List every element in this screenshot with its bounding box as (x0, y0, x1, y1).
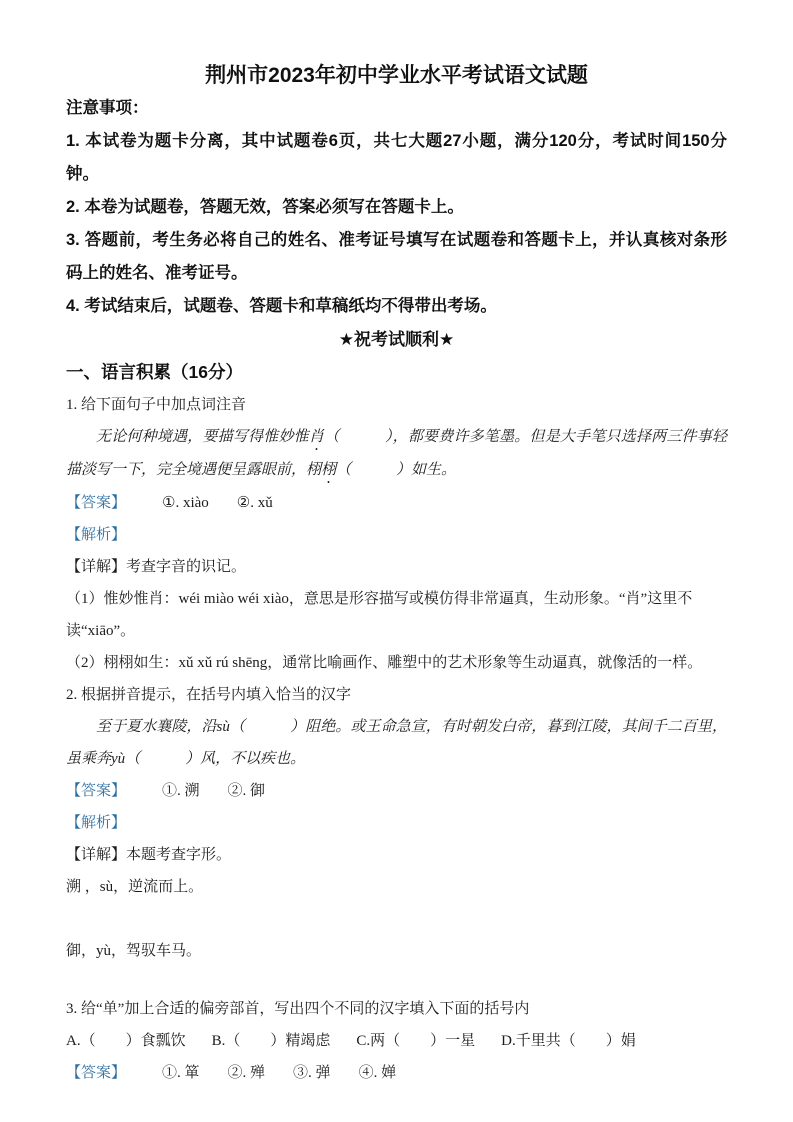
q2-detail-2: 御，yù，驾驭车马。 (66, 943, 202, 959)
q2-passage: 至于夏水襄陵，沿sù（ ）阻绝。或王命急宣，有时朝发白帝，暮到江陵，其间千二百里，虽乘奔yù（ ）风，不以疾也。 (66, 719, 727, 767)
q1-prompt: 1. 给下面句子中加点词注音 (66, 397, 247, 413)
q2-answer-label: 【答案】 (66, 783, 127, 799)
q2-answer-item-2: ②. 御 (227, 783, 266, 799)
q3-answer-line (66, 1057, 727, 1089)
question-3 (66, 993, 727, 1089)
q2-detail-intro-line (66, 839, 727, 871)
notice-item-4: 4. 考试结束后，试题卷、答题卡和草稿纸均不得带出考场。 (66, 297, 497, 315)
q3-answer-label: 【答案】 (66, 1065, 127, 1081)
notice-section (66, 92, 727, 323)
page-title: 荆州市2023年初中学业水平考试语文试题 (205, 64, 588, 87)
q1-detail-2: （2）栩栩如生：xǔ xǔ rú shēng，通常比喻画作、雕塑中的艺术形象等生动逼真，就像活的一样。 (66, 655, 703, 671)
notice-heading: 注意事项： (66, 99, 149, 117)
q1-detail-intro: 考查字音的识记。 (126, 559, 247, 575)
q1-answer-line (66, 487, 727, 519)
q3-answer-item-4: ④. 婵 (358, 1065, 397, 1081)
q2-detail-1: 溯 ，sù，逆流而上。 (66, 879, 204, 895)
q3-option-a: A.（ ）食瓢饮 (66, 1033, 186, 1049)
q1-passage-seg1: 无论何种境遇，要描写得惟妙惟 (96, 429, 309, 445)
q2-analysis-label: 【解析】 (66, 815, 127, 831)
q1-answer-label: 【答案】 (66, 495, 127, 511)
q2-answer-item-1: ①. 溯 (162, 783, 200, 799)
blank-line (66, 967, 727, 993)
q1-detail-1: （1）惟妙惟肖：wéi miào wéi xiào，意思是形容描写或模仿得非常逼真，生动形象。“肖”这里不读“xiāo”。 (66, 591, 693, 639)
exam-wish: ★祝考试顺利★ (338, 330, 455, 349)
q1-dotted-char-xiao: 肖 (308, 429, 325, 445)
q2-detail-intro: 本题考查字形。 (126, 847, 232, 863)
q3-option-b: B.（ ）精竭虑 (211, 1033, 331, 1049)
question-2 (66, 679, 727, 993)
q1-detail-label: 【详解】 (66, 559, 127, 575)
notice-item-3: 3. 答题前，考生务必将自己的姓名、准考证号填写在试题卷和答题卡上，并认真核对条形码上的姓名、准考证号。 (66, 231, 727, 282)
q3-prompt: 3. 给“单”加上合适的偏旁部首，写出四个不同的汉字填入下面的括号内 (66, 1001, 530, 1017)
notice-item-2: 2. 本卷为试题卷，答题无效，答案必须写在答题卡上。 (66, 198, 464, 216)
q3-answer-item-1: ①. 箪 (162, 1065, 200, 1081)
q2-detail-label: 【详解】 (66, 847, 127, 863)
q1-answer-item-1: ①. xiào (162, 495, 209, 511)
q3-options-line (66, 1025, 727, 1057)
q2-prompt: 2. 根据拼音提示，在括号内填入恰当的汉字 (66, 687, 352, 703)
q1-analysis-label: 【解析】 (66, 527, 127, 543)
question-1 (66, 389, 727, 679)
q3-option-d: D.千里共（ ）娟 (501, 1033, 636, 1049)
q3-option-c: C.两（ ）一星 (356, 1033, 476, 1049)
section-heading: 一、语言积累（16分） (66, 362, 243, 382)
q1-dotted-char-xu: 栩 (321, 462, 337, 478)
q1-answer-item-2: ②. xǔ (236, 495, 273, 511)
notice-item-1: 1. 本试卷为题卡分离，其中试题卷6页，共七大题27小题，满分120分，考试时间150分钟。 (66, 132, 727, 183)
q1-passage-seg3: （ ）如生。 (336, 462, 457, 478)
q1-passage (66, 421, 727, 487)
q2-answer-line (66, 775, 727, 807)
blank-line (66, 903, 727, 935)
q3-answer-item-3: ③. 弹 (293, 1065, 331, 1081)
q3-answer-item-2: ②. 殚 (227, 1065, 266, 1081)
q1-passage-seg2: （ ），都要费许多笔墨。但是大手笔只选择两三件事轻描淡写一下，完全境遇便呈露眼前，栩 (66, 429, 727, 478)
q1-detail-intro-line (66, 551, 727, 583)
